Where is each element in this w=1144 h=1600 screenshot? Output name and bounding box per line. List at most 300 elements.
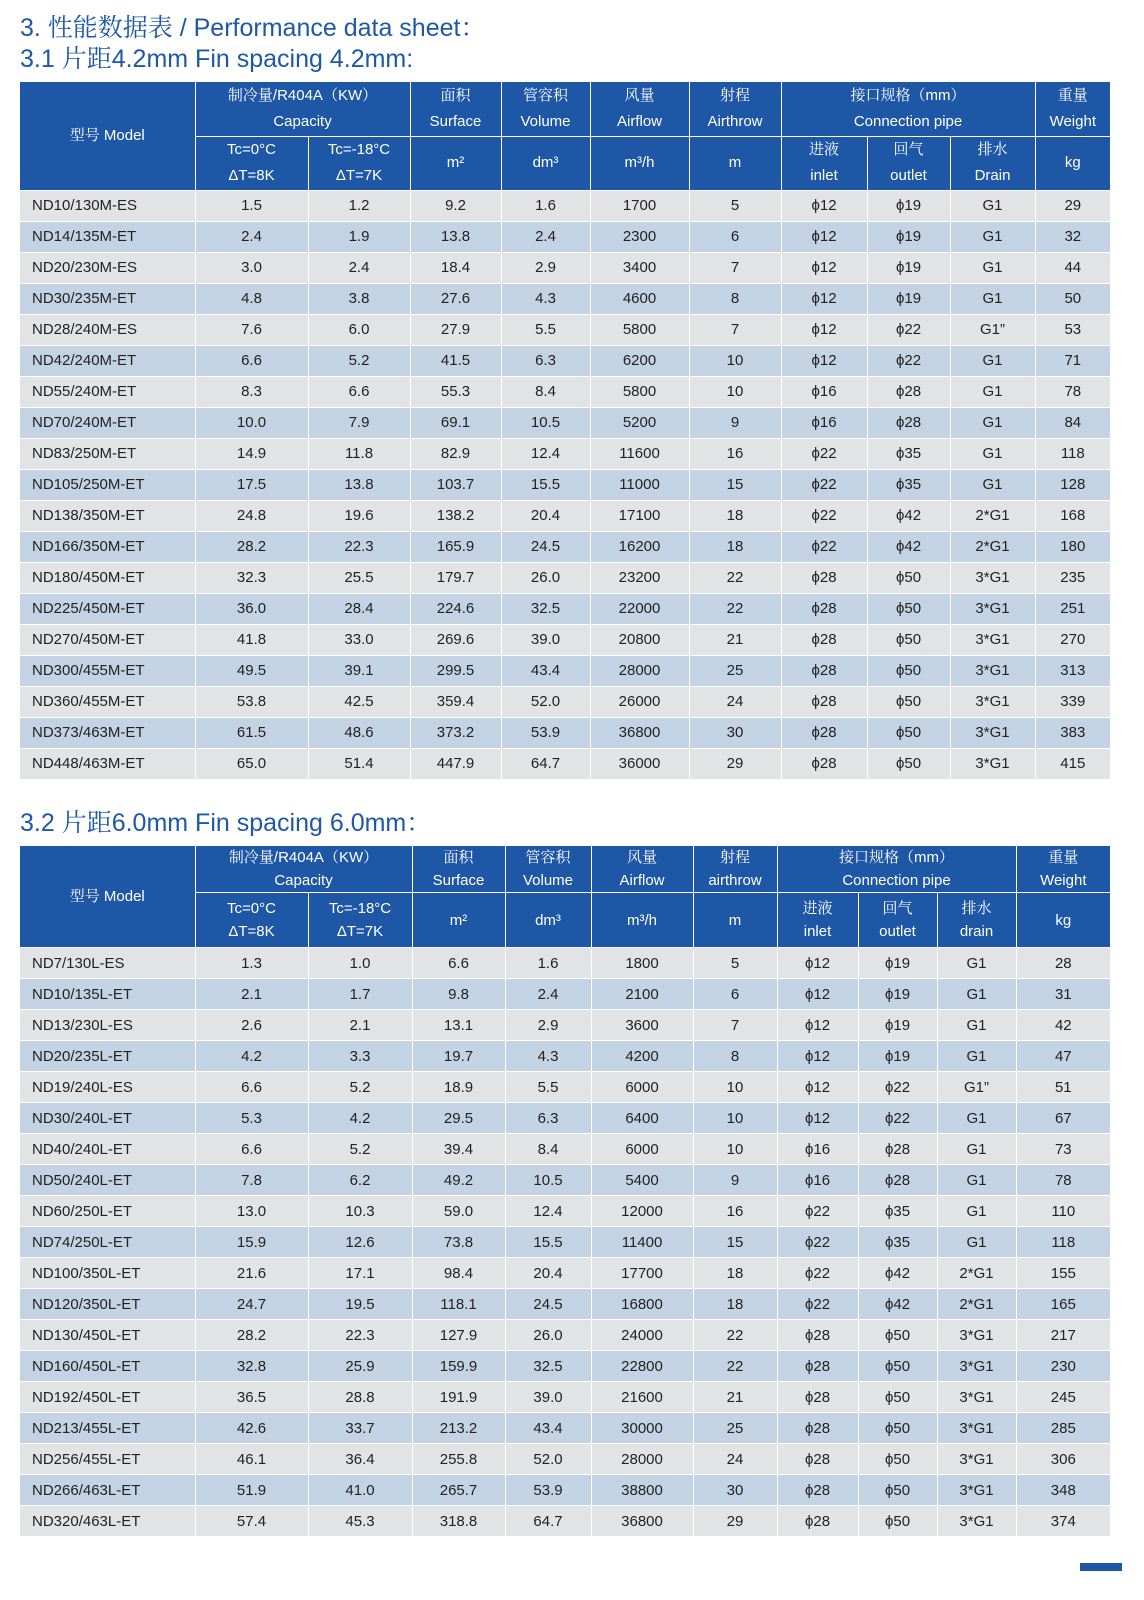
header-surface-en: Surface <box>432 872 485 889</box>
header-drain <box>937 893 1016 948</box>
cell-airthrow: 25 <box>689 655 781 686</box>
cell-capacity-tc0: 2.4 <box>195 221 308 252</box>
cell-inlet: ϕ28 <box>781 655 867 686</box>
cell-surface: 255.8 <box>412 1444 505 1475</box>
cell-inlet: ϕ12 <box>777 1072 858 1103</box>
cell-model: ND19/240L-ES <box>20 1072 195 1103</box>
header-weight-en: Weight <box>1040 872 1087 889</box>
cell-volume: 39.0 <box>501 624 590 655</box>
cell-outlet: ϕ28 <box>858 1165 937 1196</box>
cell-airflow: 36000 <box>590 748 689 779</box>
cell-surface: 39.4 <box>412 1134 505 1165</box>
header-tc18-dt: ΔT=7K <box>336 923 384 940</box>
cell-airflow: 1700 <box>590 190 689 221</box>
header-outlet <box>867 136 950 190</box>
cell-airthrow: 15 <box>689 469 781 500</box>
cell-capacity-tc18: 1.9 <box>308 221 410 252</box>
cell-capacity-tc0: 32.3 <box>195 562 308 593</box>
cell-model: ND100/350L-ET <box>20 1258 195 1289</box>
cell-outlet: ϕ42 <box>867 500 950 531</box>
cell-weight: 374 <box>1016 1506 1110 1537</box>
cell-capacity-tc0: 28.2 <box>195 531 308 562</box>
cell-outlet: ϕ50 <box>867 624 950 655</box>
cell-model: ND55/240M-ET <box>20 376 195 407</box>
cell-airthrow: 29 <box>689 748 781 779</box>
cell-model: ND270/450M-ET <box>20 624 195 655</box>
header-pipe-cn: 接口规格（mm） <box>839 849 955 866</box>
cell-surface: 224.6 <box>410 593 501 624</box>
cell-outlet: ϕ19 <box>858 948 937 979</box>
cell-airflow: 3600 <box>591 1010 693 1041</box>
cell-weight: 110 <box>1016 1196 1110 1227</box>
cell-capacity-tc0: 1.5 <box>195 190 308 221</box>
cell-capacity-tc0: 7.8 <box>195 1165 308 1196</box>
cell-drain: G1 <box>950 376 1035 407</box>
cell-weight: 251 <box>1035 593 1110 624</box>
cell-weight: 230 <box>1016 1351 1110 1382</box>
cell-drain: 3*G1 <box>937 1351 1016 1382</box>
cell-airflow: 11600 <box>590 438 689 469</box>
header-weight <box>1016 846 1110 893</box>
cell-airthrow: 8 <box>689 283 781 314</box>
cell-outlet: ϕ22 <box>858 1103 937 1134</box>
header-tc0-temp: Tc=0°C <box>227 141 276 158</box>
cell-model: ND138/350M-ET <box>20 500 195 531</box>
table-row <box>20 655 1110 686</box>
header-inlet <box>781 136 867 190</box>
header-volume <box>505 846 591 893</box>
cell-weight: 245 <box>1016 1382 1110 1413</box>
cell-airflow: 22800 <box>591 1351 693 1382</box>
cell-inlet: ϕ16 <box>777 1134 858 1165</box>
cell-drain: 3*G1 <box>937 1413 1016 1444</box>
cell-outlet: ϕ22 <box>858 1072 937 1103</box>
cell-airthrow: 7 <box>689 252 781 283</box>
cell-inlet: ϕ28 <box>781 748 867 779</box>
cell-capacity-tc0: 42.6 <box>195 1413 308 1444</box>
header-model: 型号 Model <box>20 82 195 190</box>
table-row <box>20 593 1110 624</box>
cell-inlet: ϕ12 <box>781 221 867 252</box>
cell-drain: 2*G1 <box>950 531 1035 562</box>
cell-inlet: ϕ22 <box>781 469 867 500</box>
cell-drain: 3*G1 <box>950 686 1035 717</box>
table-row <box>20 748 1110 779</box>
cell-airthrow: 7 <box>693 1010 777 1041</box>
cell-inlet: ϕ28 <box>777 1351 858 1382</box>
cell-capacity-tc18: 41.0 <box>308 1475 412 1506</box>
cell-weight: 270 <box>1035 624 1110 655</box>
header-weight-en: Weight <box>1049 112 1096 130</box>
cell-outlet: ϕ50 <box>867 562 950 593</box>
cell-drain: 3*G1 <box>950 562 1035 593</box>
cell-airthrow: 8 <box>693 1041 777 1072</box>
cell-model: ND14/135M-ET <box>20 221 195 252</box>
cell-drain: 2*G1 <box>950 500 1035 531</box>
cell-volume: 2.4 <box>501 221 590 252</box>
page-corner-accent <box>1080 1563 1122 1571</box>
table-row <box>20 1475 1110 1506</box>
cell-outlet: ϕ50 <box>858 1413 937 1444</box>
cell-volume: 24.5 <box>501 531 590 562</box>
cell-outlet: ϕ35 <box>858 1227 937 1258</box>
header-unit-airflow: m³/h <box>591 893 693 948</box>
cell-model: ND373/463M-ET <box>20 717 195 748</box>
cell-airflow: 38800 <box>591 1475 693 1506</box>
cell-outlet: ϕ35 <box>867 469 950 500</box>
cell-capacity-tc18: 19.6 <box>308 500 410 531</box>
cell-capacity-tc18: 33.7 <box>308 1413 412 1444</box>
cell-weight: 50 <box>1035 283 1110 314</box>
cell-weight: 32 <box>1035 221 1110 252</box>
cell-airthrow: 10 <box>689 345 781 376</box>
cell-volume: 20.4 <box>501 500 590 531</box>
cell-capacity-tc0: 28.2 <box>195 1320 308 1351</box>
cell-drain: G1 <box>950 469 1035 500</box>
cell-capacity-tc0: 65.0 <box>195 748 308 779</box>
header-inlet-cn: 进液 <box>809 141 840 158</box>
header-airflow-cn: 风量 <box>624 86 655 104</box>
cell-weight: 78 <box>1035 376 1110 407</box>
cell-drain: G1 <box>937 1196 1016 1227</box>
cell-drain: G1 <box>950 438 1035 469</box>
cell-surface: 165.9 <box>410 531 501 562</box>
cell-drain: 3*G1 <box>950 717 1035 748</box>
cell-volume: 15.5 <box>501 469 590 500</box>
cell-capacity-tc0: 46.1 <box>195 1444 308 1475</box>
cell-surface: 299.5 <box>410 655 501 686</box>
cell-capacity-tc0: 24.7 <box>195 1289 308 1320</box>
cell-airthrow: 10 <box>693 1134 777 1165</box>
cell-airflow: 17700 <box>591 1258 693 1289</box>
cell-weight: 29 <box>1035 190 1110 221</box>
cell-capacity-tc0: 1.3 <box>195 948 308 979</box>
cell-airflow: 5400 <box>591 1165 693 1196</box>
cell-model: ND20/235L-ET <box>20 1041 195 1072</box>
table-row <box>20 1041 1110 1072</box>
cell-volume: 2.4 <box>505 979 591 1010</box>
cell-surface: 55.3 <box>410 376 501 407</box>
cell-capacity-tc0: 2.1 <box>195 979 308 1010</box>
cell-inlet: ϕ16 <box>777 1165 858 1196</box>
header-tc18-temp: Tc=-18°C <box>328 900 392 917</box>
header-unit-airthrow: m <box>693 893 777 948</box>
cell-capacity-tc18: 3.8 <box>308 283 410 314</box>
header-unit-volume: dm³ <box>505 893 591 948</box>
cell-outlet: ϕ50 <box>858 1444 937 1475</box>
cell-weight: 415 <box>1035 748 1110 779</box>
cell-outlet: ϕ28 <box>867 376 950 407</box>
cell-inlet: ϕ12 <box>781 252 867 283</box>
cell-volume: 5.5 <box>501 314 590 345</box>
cell-volume: 12.4 <box>505 1196 591 1227</box>
cell-capacity-tc18: 36.4 <box>308 1444 412 1475</box>
cell-weight: 348 <box>1016 1475 1110 1506</box>
table-row <box>20 1289 1110 1320</box>
cell-outlet: ϕ19 <box>858 979 937 1010</box>
cell-surface: 103.7 <box>410 469 501 500</box>
cell-outlet: ϕ35 <box>867 438 950 469</box>
cell-volume: 8.4 <box>501 376 590 407</box>
cell-outlet: ϕ50 <box>858 1320 937 1351</box>
header-capacity-cn: 制冷量/R404A（KW） <box>227 86 378 104</box>
cell-surface: 6.6 <box>412 948 505 979</box>
cell-surface: 9.8 <box>412 979 505 1010</box>
header-pipe-en: Connection pipe <box>842 872 951 889</box>
cell-capacity-tc0: 21.6 <box>195 1258 308 1289</box>
cell-capacity-tc18: 13.8 <box>308 469 410 500</box>
cell-surface: 269.6 <box>410 624 501 655</box>
cell-airthrow: 6 <box>693 979 777 1010</box>
header-unit-airflow: m³/h <box>590 136 689 190</box>
cell-volume: 6.3 <box>505 1103 591 1134</box>
cell-drain: 3*G1 <box>950 593 1035 624</box>
cell-model: ND70/240M-ET <box>20 407 195 438</box>
cell-drain: 3*G1 <box>937 1475 1016 1506</box>
table-row <box>20 407 1110 438</box>
cell-weight: 235 <box>1035 562 1110 593</box>
cell-surface: 447.9 <box>410 748 501 779</box>
cell-outlet: ϕ19 <box>867 221 950 252</box>
cell-capacity-tc18: 5.2 <box>308 1134 412 1165</box>
cell-surface: 29.5 <box>412 1103 505 1134</box>
cell-model: ND7/130L-ES <box>20 948 195 979</box>
cell-capacity-tc18: 2.4 <box>308 252 410 283</box>
cell-outlet: ϕ28 <box>858 1134 937 1165</box>
cell-inlet: ϕ16 <box>781 407 867 438</box>
header-airthrow-en: airthrow <box>708 872 762 889</box>
header-weight-cn: 重量 <box>1048 849 1079 866</box>
cell-outlet: ϕ50 <box>867 748 950 779</box>
cell-inlet: ϕ12 <box>777 979 858 1010</box>
cell-inlet: ϕ12 <box>777 1103 858 1134</box>
subsection-title-fin-4-2: 3.1 片距4.2mm Fin spacing 4.2mm: <box>20 45 414 73</box>
table-row <box>20 624 1110 655</box>
cell-volume: 10.5 <box>501 407 590 438</box>
cell-inlet: ϕ28 <box>777 1475 858 1506</box>
cell-weight: 44 <box>1035 252 1110 283</box>
cell-model: ND166/350M-ET <box>20 531 195 562</box>
cell-inlet: ϕ28 <box>781 562 867 593</box>
header-outlet <box>858 893 937 948</box>
cell-volume: 6.3 <box>501 345 590 376</box>
cell-airflow: 36800 <box>591 1506 693 1537</box>
cell-capacity-tc0: 6.6 <box>195 1072 308 1103</box>
cell-airflow: 11400 <box>591 1227 693 1258</box>
cell-weight: 31 <box>1016 979 1110 1010</box>
cell-drain: G1” <box>950 314 1035 345</box>
header-outlet-cn: 回气 <box>882 900 913 917</box>
cell-model: ND13/230L-ES <box>20 1010 195 1041</box>
cell-airflow: 6000 <box>591 1134 693 1165</box>
cell-model: ND192/450L-ET <box>20 1382 195 1413</box>
cell-capacity-tc18: 48.6 <box>308 717 410 748</box>
cell-drain: G1 <box>950 190 1035 221</box>
cell-weight: 217 <box>1016 1320 1110 1351</box>
header-volume-en: Volume <box>520 112 571 130</box>
cell-outlet: ϕ19 <box>867 190 950 221</box>
cell-volume: 53.9 <box>501 717 590 748</box>
cell-capacity-tc18: 19.5 <box>308 1289 412 1320</box>
table-body <box>20 190 1110 779</box>
header-surface <box>412 846 505 893</box>
cell-outlet: ϕ50 <box>867 593 950 624</box>
header-drain-en: Drain <box>974 167 1011 184</box>
table-row <box>20 1382 1110 1413</box>
header-tc0 <box>195 893 308 948</box>
cell-capacity-tc0: 6.6 <box>195 1134 308 1165</box>
cell-model: ND83/250M-ET <box>20 438 195 469</box>
cell-airthrow: 9 <box>693 1165 777 1196</box>
header-airthrow-cn: 射程 <box>720 849 751 866</box>
cell-surface: 69.1 <box>410 407 501 438</box>
cell-surface: 179.7 <box>410 562 501 593</box>
cell-model: ND320/463L-ET <box>20 1506 195 1537</box>
cell-drain: 3*G1 <box>950 655 1035 686</box>
header-inlet <box>777 893 858 948</box>
cell-airflow: 16800 <box>591 1289 693 1320</box>
cell-capacity-tc18: 10.3 <box>308 1196 412 1227</box>
table-row <box>20 562 1110 593</box>
header-capacity <box>195 846 412 893</box>
cell-capacity-tc18: 3.3 <box>308 1041 412 1072</box>
cell-surface: 49.2 <box>412 1165 505 1196</box>
cell-model: ND130/450L-ET <box>20 1320 195 1351</box>
cell-airflow: 5800 <box>590 376 689 407</box>
cell-airflow: 5200 <box>590 407 689 438</box>
cell-inlet: ϕ22 <box>777 1196 858 1227</box>
cell-weight: 67 <box>1016 1103 1110 1134</box>
header-volume <box>501 82 590 136</box>
cell-capacity-tc0: 6.6 <box>195 345 308 376</box>
header-tc18 <box>308 893 412 948</box>
cell-airflow: 22000 <box>590 593 689 624</box>
cell-volume: 26.0 <box>501 562 590 593</box>
cell-surface: 127.9 <box>412 1320 505 1351</box>
cell-surface: 13.1 <box>412 1010 505 1041</box>
cell-drain: G1” <box>937 1072 1016 1103</box>
cell-capacity-tc0: 36.0 <box>195 593 308 624</box>
cell-drain: 3*G1 <box>950 748 1035 779</box>
header-tc0-temp: Tc=0°C <box>227 900 276 917</box>
cell-airthrow: 21 <box>689 624 781 655</box>
cell-drain: G1 <box>937 1103 1016 1134</box>
cell-outlet: ϕ22 <box>867 314 950 345</box>
cell-inlet: ϕ28 <box>781 593 867 624</box>
cell-weight: 118 <box>1035 438 1110 469</box>
cell-surface: 118.1 <box>412 1289 505 1320</box>
header-airthrow <box>689 82 781 136</box>
header-airthrow-en: Airthrow <box>707 112 763 130</box>
header-surface-cn: 面积 <box>443 849 474 866</box>
cell-volume: 26.0 <box>505 1320 591 1351</box>
cell-inlet: ϕ22 <box>781 438 867 469</box>
cell-capacity-tc0: 10.0 <box>195 407 308 438</box>
table-row <box>20 1506 1110 1537</box>
header-inlet-cn: 进液 <box>802 900 833 917</box>
cell-capacity-tc18: 39.1 <box>308 655 410 686</box>
cell-inlet: ϕ12 <box>777 948 858 979</box>
header-unit-airthrow: m <box>689 136 781 190</box>
cell-volume: 20.4 <box>505 1258 591 1289</box>
cell-volume: 12.4 <box>501 438 590 469</box>
cell-weight: 42 <box>1016 1010 1110 1041</box>
header-connection-pipe <box>781 82 1035 136</box>
cell-surface: 27.6 <box>410 283 501 314</box>
table-row <box>20 221 1110 252</box>
cell-capacity-tc18: 6.0 <box>308 314 410 345</box>
table-row <box>20 283 1110 314</box>
cell-model: ND42/240M-ET <box>20 345 195 376</box>
cell-inlet: ϕ28 <box>781 624 867 655</box>
cell-airthrow: 22 <box>693 1320 777 1351</box>
cell-airthrow: 24 <box>689 686 781 717</box>
cell-volume: 2.9 <box>501 252 590 283</box>
cell-weight: 383 <box>1035 717 1110 748</box>
cell-weight: 285 <box>1016 1413 1110 1444</box>
cell-airflow: 28000 <box>591 1444 693 1475</box>
header-volume-en: Volume <box>522 872 574 889</box>
cell-weight: 53 <box>1035 314 1110 345</box>
table-row <box>20 1103 1110 1134</box>
cell-model: ND60/250L-ET <box>20 1196 195 1227</box>
cell-volume: 10.5 <box>505 1165 591 1196</box>
cell-inlet: ϕ12 <box>781 283 867 314</box>
cell-volume: 4.3 <box>501 283 590 314</box>
cell-volume: 32.5 <box>501 593 590 624</box>
cell-model: ND20/230M-ES <box>20 252 195 283</box>
cell-airflow: 26000 <box>590 686 689 717</box>
cell-outlet: ϕ50 <box>858 1351 937 1382</box>
cell-airflow: 6400 <box>591 1103 693 1134</box>
cell-capacity-tc18: 7.9 <box>308 407 410 438</box>
cell-inlet: ϕ22 <box>781 531 867 562</box>
cell-inlet: ϕ12 <box>781 190 867 221</box>
header-surface <box>410 82 501 136</box>
cell-airflow: 5800 <box>590 314 689 345</box>
cell-capacity-tc0: 53.8 <box>195 686 308 717</box>
table-row <box>20 1227 1110 1258</box>
cell-outlet: ϕ35 <box>858 1196 937 1227</box>
cell-capacity-tc18: 42.5 <box>308 686 410 717</box>
header-unit-surface: m² <box>410 136 501 190</box>
cell-inlet: ϕ12 <box>777 1010 858 1041</box>
cell-inlet: ϕ28 <box>777 1382 858 1413</box>
cell-drain: G1 <box>937 1134 1016 1165</box>
cell-drain: G1 <box>937 1041 1016 1072</box>
cell-model: ND105/250M-ET <box>20 469 195 500</box>
cell-volume: 1.6 <box>501 190 590 221</box>
table-row <box>20 1072 1110 1103</box>
section-title: 3. 性能数据表 / Performance data sheet： <box>20 14 486 42</box>
cell-drain: G1 <box>937 1227 1016 1258</box>
cell-weight: 84 <box>1035 407 1110 438</box>
cell-drain: G1 <box>950 252 1035 283</box>
cell-surface: 19.7 <box>412 1041 505 1072</box>
cell-drain: G1 <box>950 407 1035 438</box>
cell-model: ND74/250L-ET <box>20 1227 195 1258</box>
cell-inlet: ϕ22 <box>777 1227 858 1258</box>
cell-airthrow: 5 <box>689 190 781 221</box>
cell-outlet: ϕ50 <box>867 717 950 748</box>
cell-airflow: 30000 <box>591 1413 693 1444</box>
cell-airflow: 2100 <box>591 979 693 1010</box>
table-body <box>20 948 1110 1537</box>
cell-capacity-tc18: 51.4 <box>308 748 410 779</box>
header-tc0 <box>195 136 308 190</box>
table-row <box>20 1444 1110 1475</box>
header-airflow <box>590 82 689 136</box>
